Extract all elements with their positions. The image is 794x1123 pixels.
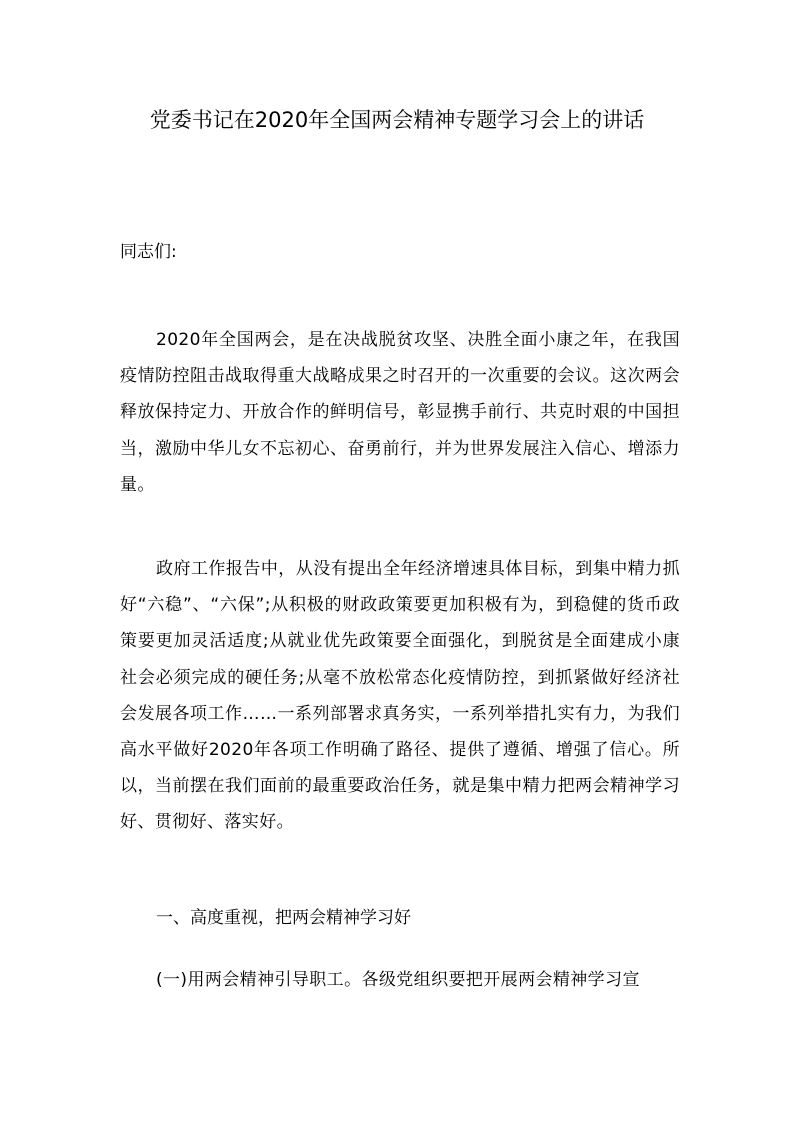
paragraph-1: 2020年全国两会，是在决战脱贫攻坚、决胜全面小康之年，在我国疫情防控阻击战取得重大战略成果之时召开的一次重要的会议。这次两会释放保持定力、开放合作的鲜明信号，彰显携手前行、共克时艰的中国担当，激励中华儿女不忘初心、奋勇前行，并为世界发展注入信心、增添力量。: [120, 330, 680, 495]
paragraph-2: 政府工作报告中，从没有提出全年经济增速具体目标，到集中精力抓好“六稳”、“六保”;从积极的财政政策要更加积极有为，到稳健的货币政策要更加灵活适度;从就业优先政策要全面强化，到脱贫是全面建成小康社会必须完成的硬任务;从毫不放松常态化疫情防控，到抓紧做好经济社会发展各项工作……一系列部署求真务实，一系列举措扎实有力，为我们高水平做好2020年各项工作明确了路径、提供了遵循、增强了信心。所以，当前摆在我们面前的最重要政治任务，就是集中精力把两会精神学习好、贯彻好、落实好。: [120, 559, 680, 833]
section-heading: 一、高度重视，把两会精神学习好: [156, 908, 411, 928]
paragraph-3: (一)用两会精神引导职工。各级党组织要把开展两会精神学习宣: [156, 970, 640, 990]
salutation: 同志们:: [120, 242, 177, 262]
document-title: 党委书记在2020年全国两会精神专题学习会上的讲话: [149, 108, 645, 132]
